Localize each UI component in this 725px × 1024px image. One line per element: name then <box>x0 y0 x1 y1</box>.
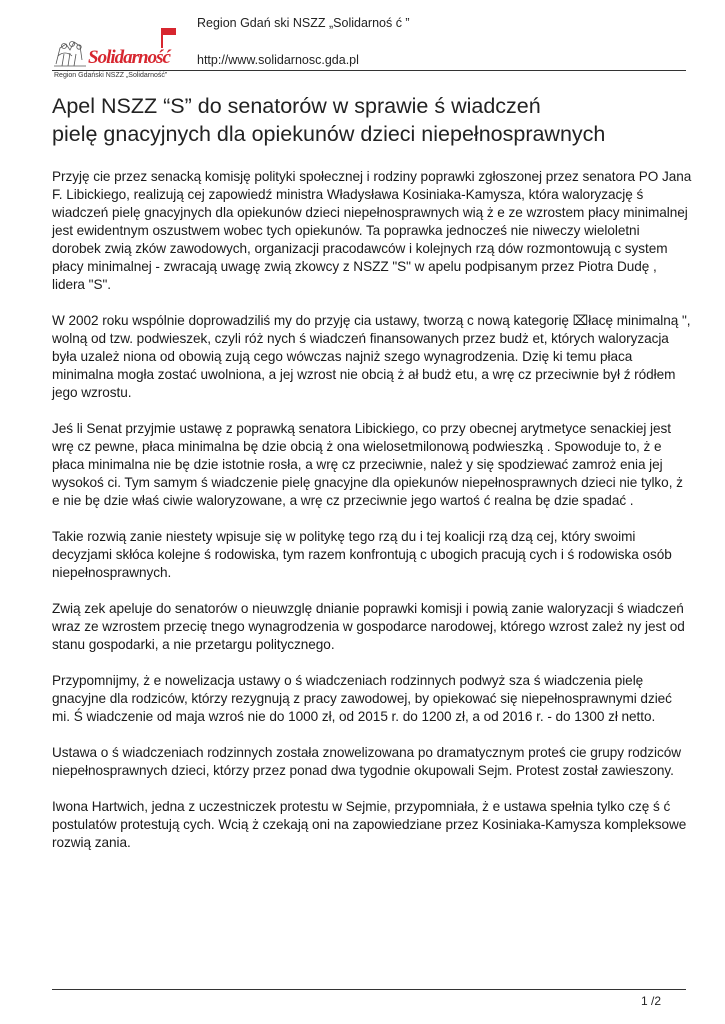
header-region-name: Region Gdań ski NSZZ „Solidarnoś ć ” <box>197 16 410 30</box>
logo-wordmark: Solidarność <box>88 47 170 68</box>
solidarnosc-logo-graphic <box>52 26 188 80</box>
footer-divider <box>52 989 686 990</box>
article-title-line-2: pielę gnacyjnych dla opiekunów dzieci niepełnosprawnych <box>52 122 606 146</box>
article-paragraph: Przypomnijmy, ż e nowelizacja ustawy o ś wiadczeniach rodzinnych podwyż sza ś wiadczenia pielę gnacyjne dla rodziców, którzy rezygnują z pracy zawodowej, by opiekować się niepełnosprawnymi dzieć mi. Ś wiadczenie od maja wzroś nie do 1000 zł, od 2015 r. do 1200 zł, a od 2016 r. - do 1300 zł netto. <box>52 673 672 724</box>
article-paragraph: Zwią zek apeluje do senatorów o nieuwzglę dnianie poprawki komisji i powią zanie waloryzacji ś wiadczeń wraz ze wzrostem przecię tnego wynagrodzenia w gospodarce narodowej, którego wzrost zależ ny jest od stanu gospodarki, a nie przetargu politycznego. <box>52 601 685 652</box>
solidarnosc-logo <box>52 26 188 80</box>
article-paragraph: Takie rozwią zanie niestety wpisuje się w politykę tego rzą du i tej koalicji rzą dzą cej, który swoimi decyzjami skłóca kolejne ś rodowiska, tym razem konfrontują c ubogich pracują cych i ś rodowiska osób niepełnosprawnych. <box>52 529 672 580</box>
article-title <box>52 92 692 148</box>
article-paragraph: Ustawa o ś wiadczeniach rodzinnych została znowelizowana po dramatycznym proteś cie grupy rodziców niepełnosprawnych dzieci, którzy przez ponad dwa tygodnie okupowali Sejm. Protest został zawieszony. <box>52 745 682 778</box>
page-number: 1 /2 <box>640 994 661 1008</box>
article-paragraph: Iwona Hartwich, jedna z uczestniczek protestu w Sejmie, przypomniała, ż e ustawa spełnia tylko czę ś ć postulatów protestują cych. Wcią ż czekają oni na zapowiedziane przez Kosiniaka-Kamysza kompleksowe rozwią zania. <box>52 799 687 850</box>
article-paragraph: W 2002 roku wspólnie doprowadziliś my do przyję cia ustawy, tworzą c nową kategorię ⌧łacę minimalną ", wolną od tzw. podwieszek, czyli róż nych ś wiadczeń finansowanych przez budż et, których waloryzacja była uzależ niona od obowią zują cego wówczas najniż szego wynagrodzenia. Dzię ki temu płaca minimalna mogła zostać uwolniona, a jej wzrost nie obcią ż ał budż etu, a wrę cz przeciwnie był ź ródłem jego wzrostu. <box>52 313 691 400</box>
article-paragraph: Jeś li Senat przyjmie ustawę z poprawką senatora Libickiego, co przy obecnej arytmetyce senackiej jest wrę cz pewne, płaca minimalna bę dzie obcią ż ona wielosetmilonową podwieszką . Spowoduje to, ż e płaca minimalna nie bę dzie istotnie rosła, a wrę cz przeciwnie, należ y się spodziewać zamroż enia jej wysokoś ci. Tym samym ś wiadczenie pielę gnacyjne dla opiekunów niepełnosprawnych dzieci nie tylko, ż e nie bę dzie właś ciwie waloryzowane, a wrę cz przeciwnie jego wartoś ć realna bę dzie spadać . <box>52 421 683 508</box>
article-paragraph: Przyję cie przez senacką komisję polityki społecznej i rodziny poprawki zgłoszonej przez senatora PO Jana F. Libickiego, realizują cej zapowiedź ministra Władysława Kosiniaka-Kamysza, która waloryzację ś wiadczeń pielę gnacyjnych dla opiekunów dzieci niepełnosprawnych wią ż e ze wzrostem płacy minimalnej jest ewidentnym oszustwem wobec tych opiekunów. Ta poprawka jednocześ nie niweczy wieloletni dorobek zwią zków zawodowych, organizacji pracodawców i kolejnych rzą dów rozmontowują c system płacy minimalnej - zwracają uwagę zwią zkowcy z NSZZ "S" w apelu podpisanym przez Piotra Dudę , lidera "S". <box>52 169 692 292</box>
article-body <box>52 168 692 870</box>
header-url-link[interactable]: http://www.solidarnosc.gda.pl <box>197 53 359 67</box>
header-divider <box>52 70 686 71</box>
page-header <box>52 12 692 79</box>
logo-caption: Region Gdański NSZZ „Solidarność” <box>54 72 168 79</box>
article-title-line-1: Apel NSZZ “S” do senatorów w sprawie ś wiadczeń <box>52 94 541 118</box>
